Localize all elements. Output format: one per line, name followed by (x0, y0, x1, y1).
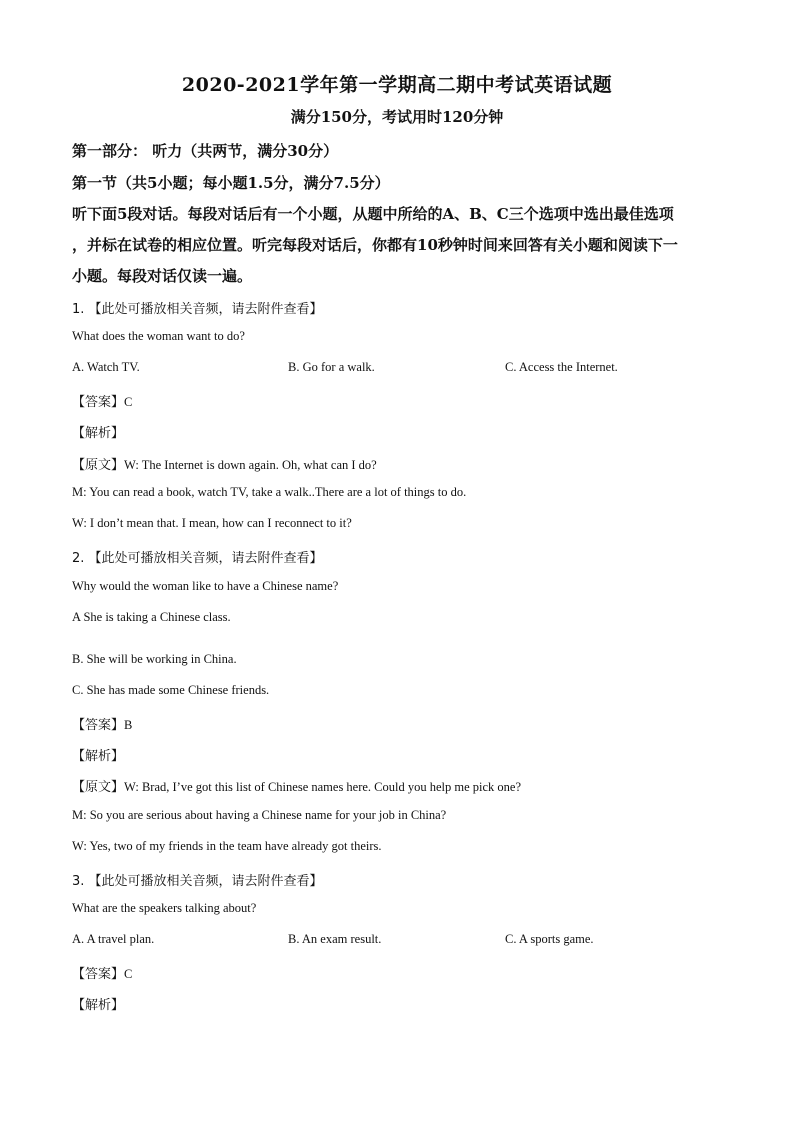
exam-subtitle: 满分150分，考试用时120分钟 (290, 108, 504, 126)
q1-option-a: A. Watch TV. (72, 360, 140, 374)
q2-analysis: 【解析】 (72, 749, 125, 764)
part-heading: 第一部分： 听力（共两节，满分30分） (72, 142, 339, 160)
q1-stem: What does the woman want to do? (72, 329, 245, 343)
q1-option-b: B. Go for a walk. (288, 360, 375, 374)
q1-answer: 【答案】C (72, 395, 133, 410)
exam-title: 2020-2021学年第一学期高二期中考试英语试题 (181, 74, 613, 96)
q2-option-c: C. She has made some Chinese friends. (72, 683, 270, 697)
q1-option-c: C. Access the Internet. (505, 360, 618, 374)
q2-option-b: B. She will be working in China. (72, 652, 237, 666)
q2-transcript-line-1: 【原文】W: Brad, I’ve got this list of Chinese names here. Could you help me pick one? (72, 780, 522, 795)
q1-transcript-line-1: 【原文】W: The Internet is down again. Oh, what can I do? (72, 458, 377, 473)
q3-option-c: C. A sports game. (505, 932, 594, 946)
q3-analysis: 【解析】 (72, 998, 125, 1013)
q2-transcript-line-3: W: Yes, two of my friends in the team have already got theirs. (72, 839, 382, 853)
instructions-line-2: ，并标在试卷的相应位置。听完每段对话后，你都有10秒钟时间来回答有关小题和阅读下一 (72, 236, 678, 254)
q3-answer: 【答案】C (72, 967, 133, 982)
q2-audio-note: 2. 【此处可播放相关音频，请去附件查看】 (72, 551, 323, 566)
q1-transcript-line-2: M: You can read a book, watch TV, take a walk..There are a lot of things to do. (72, 485, 467, 499)
instructions-line-1: 听下面5段对话。每段对话后有一个小题，从题中所给的A、B、C三个选项中选出最佳选项 (72, 205, 674, 223)
q3-audio-note: 3. 【此处可播放相关音频，请去附件查看】 (72, 874, 323, 889)
subsection-heading: 第一节（共5小题；每小题1.5分，满分7.5分） (72, 174, 390, 192)
q1-audio-note: 1. 【此处可播放相关音频，请去附件查看】 (72, 302, 323, 317)
q2-stem: Why would the woman like to have a Chinese name? (72, 579, 339, 593)
q1-transcript-line-3: W: I don’t mean that. I mean, how can I reconnect to it? (72, 516, 352, 530)
q3-option-b: B. An exam result. (288, 932, 382, 946)
q2-transcript-line-2: M: So you are serious about having a Chinese name for your job in China? (72, 808, 447, 822)
q2-answer: 【答案】B (72, 718, 133, 733)
q1-analysis: 【解析】 (72, 426, 125, 441)
instructions-line-3: 小题。每段对话仅读一遍。 (72, 267, 253, 285)
q3-stem: What are the speakers talking about? (72, 901, 257, 915)
q3-option-a: A. A travel plan. (72, 932, 155, 946)
q2-option-a: A She is taking a Chinese class. (72, 610, 231, 624)
